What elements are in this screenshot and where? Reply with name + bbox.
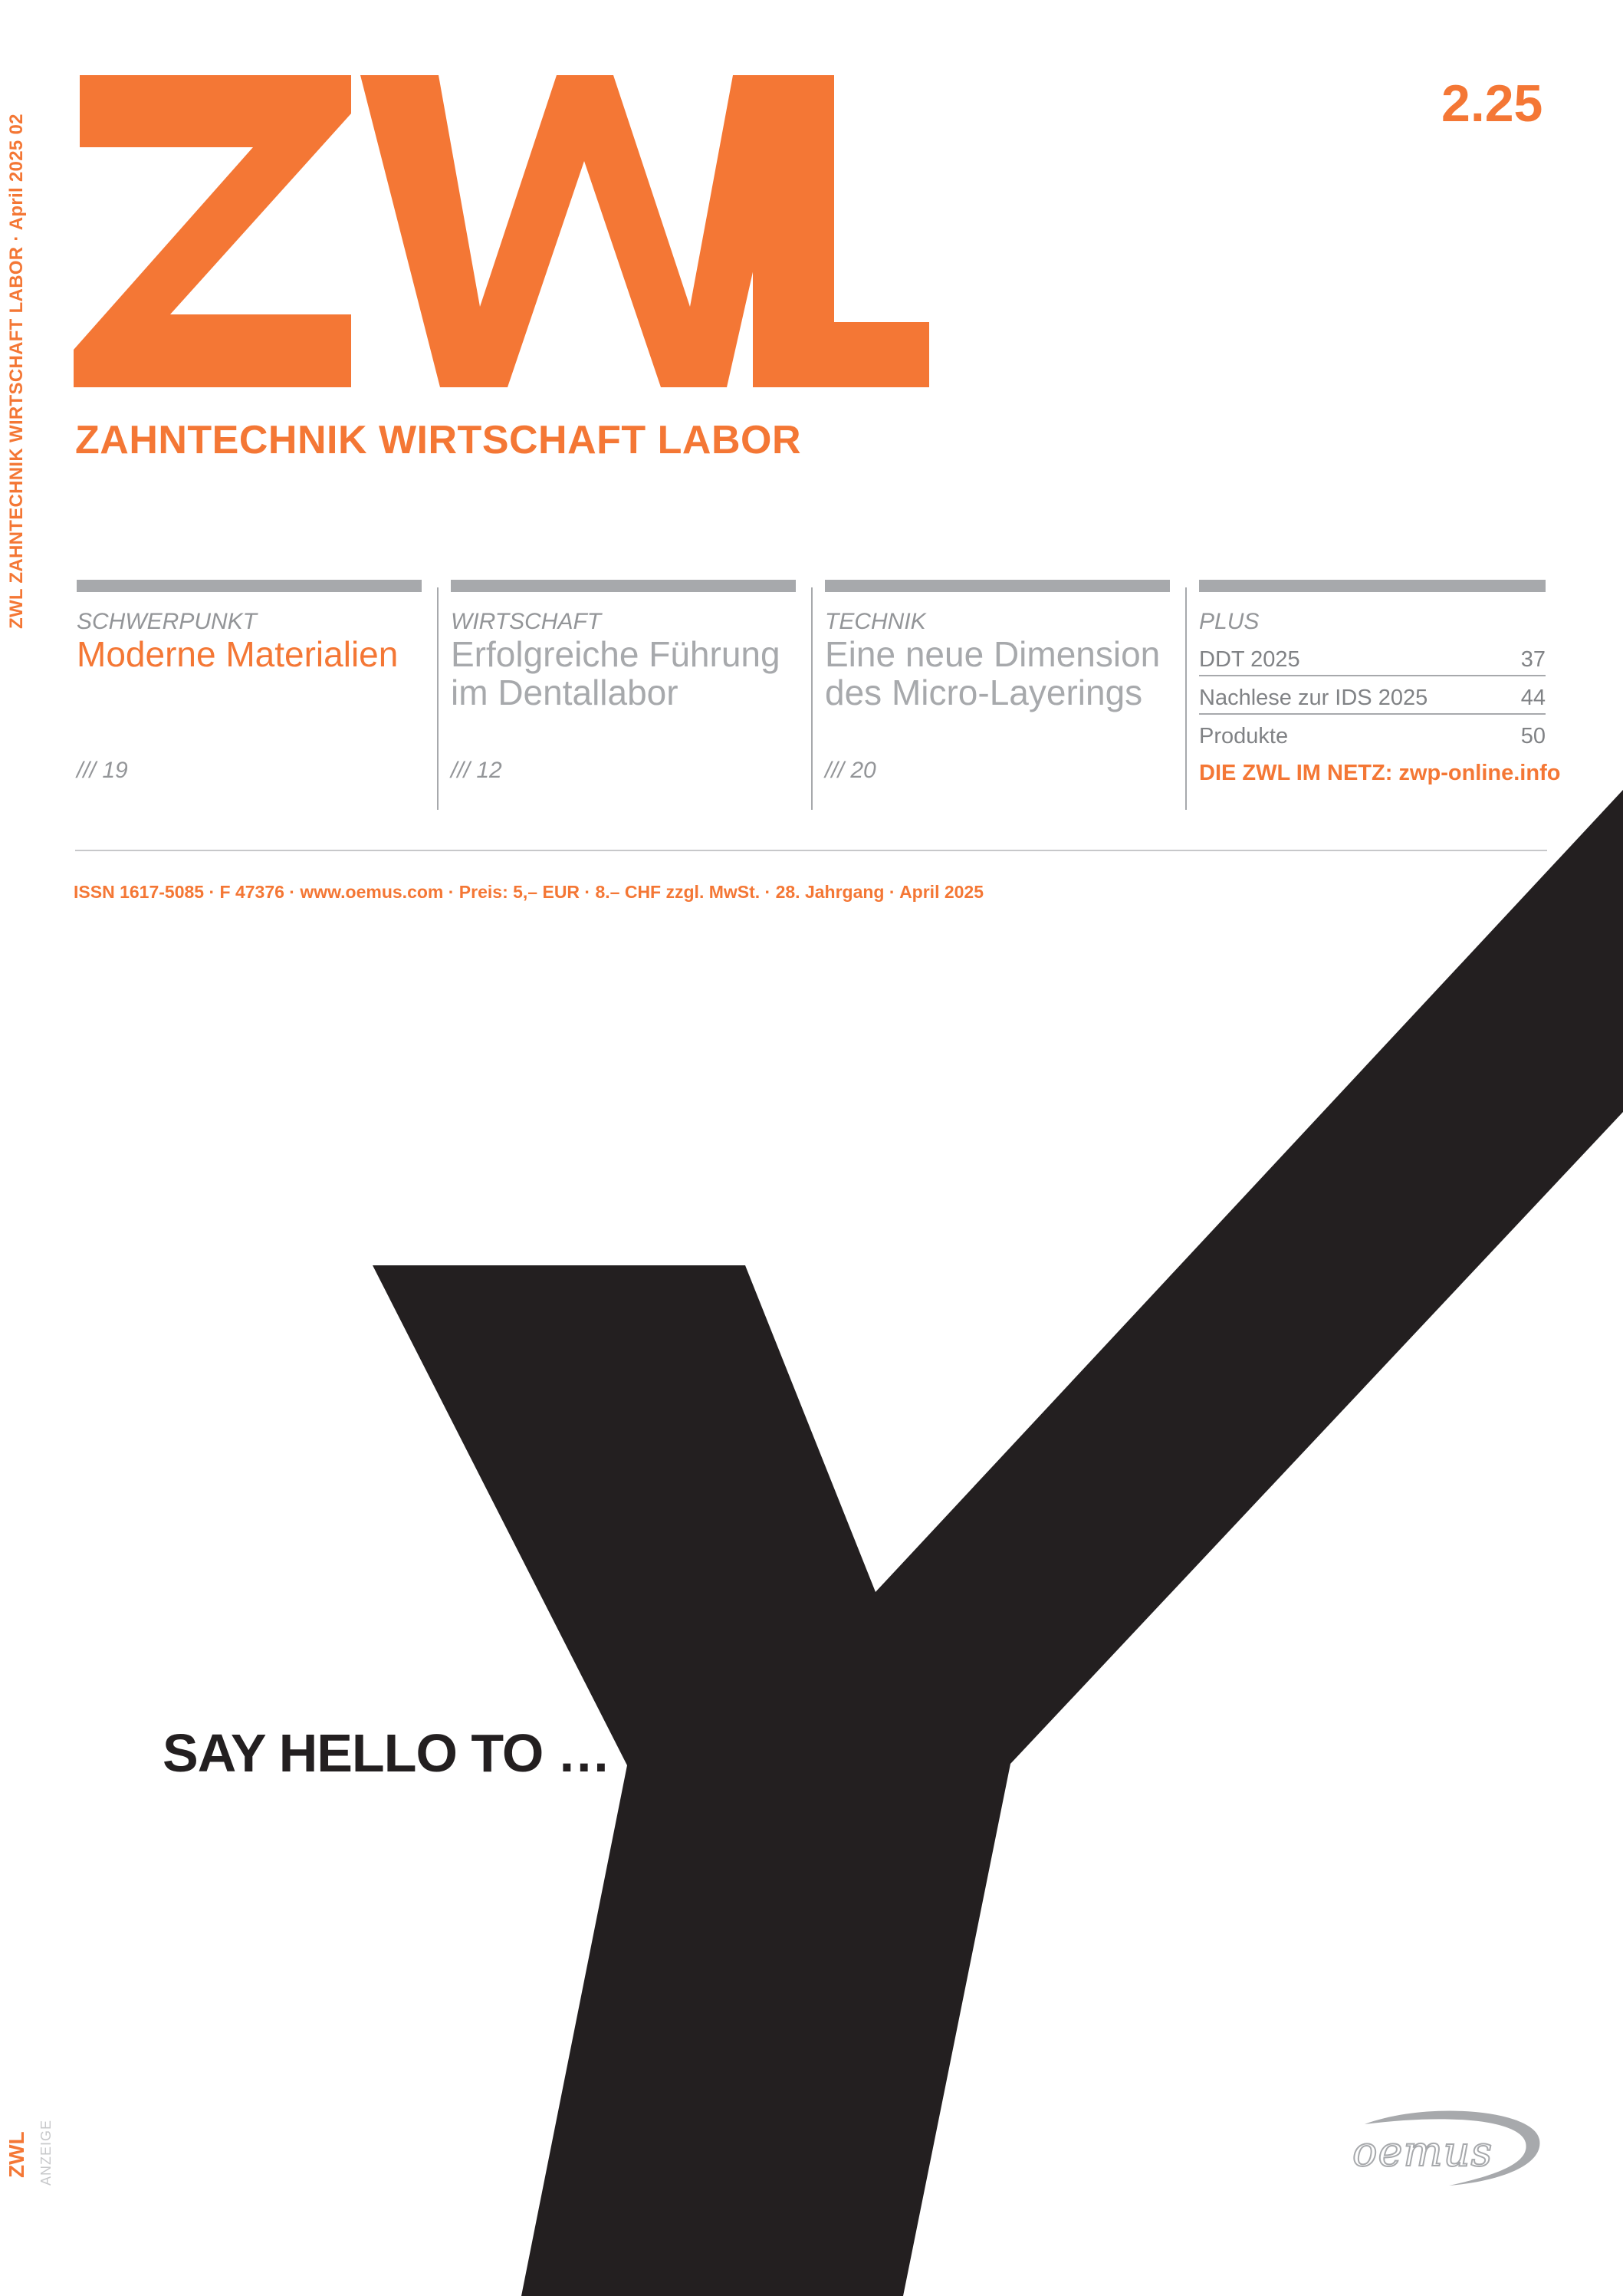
headline-line: Eine neue Dimension: [825, 634, 1161, 674]
plus-item-page: 37: [1520, 647, 1546, 672]
headline-line: im Dentallabor: [451, 673, 678, 712]
plus-item-title: DDT 2025: [1199, 647, 1300, 672]
column-page: /// 19: [77, 758, 128, 783]
ad-headline: SAY HELLO TO …: [163, 1723, 610, 1783]
column-page: /// 20: [825, 758, 876, 783]
column-label: SCHWERPUNKT: [77, 609, 258, 634]
oemus-logo: [1334, 2101, 1549, 2193]
plus-item-page: 44: [1520, 686, 1546, 710]
column-label: PLUS: [1199, 609, 1260, 634]
column-page: /// 12: [451, 758, 502, 783]
oemus-wordmark: oemus: [1352, 2127, 1493, 2176]
plus-item-title: Nachlese zur IDS 2025: [1199, 686, 1428, 710]
headline-line: Moderne Materialien: [77, 634, 399, 674]
plus-item-page: 50: [1520, 724, 1546, 748]
spine-logo: ZWL: [5, 2131, 28, 2178]
net-link[interactable]: DIE ZWL IM NETZ: zwp-online.info: [1199, 761, 1561, 785]
ad-label: ANZEIGE: [38, 2119, 54, 2186]
spine-text: ZWL ZAHNTECHNIK WIRTSCHAFT LABOR · April 2025 02: [6, 113, 27, 629]
headline-line: des Micro-Layerings: [825, 673, 1143, 712]
plus-item-title: Produkte: [1199, 724, 1289, 748]
issue-number: 2.25: [1441, 74, 1543, 133]
column-label: TECHNIK: [825, 609, 926, 634]
issn-line: ISSN 1617-5085 · F 47376 · www.oemus.com · Preis: 5,– EUR · 8.– CHF zzgl. MwSt. · 28. Jahrgang · April 2025: [74, 882, 984, 902]
headline-line: Erfolgreiche Führung: [451, 634, 780, 674]
masthead-subtitle: ZAHNTECHNIK WIRTSCHAFT LABOR: [75, 418, 802, 462]
column-label: WIRTSCHAFT: [451, 609, 602, 634]
